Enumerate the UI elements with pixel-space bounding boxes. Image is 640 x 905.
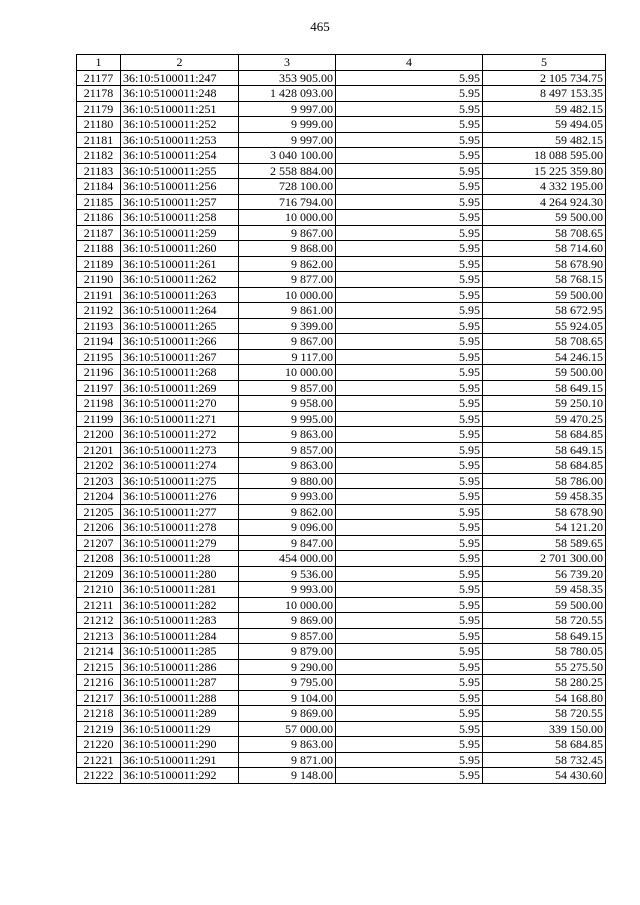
row-number-cell: 21210 <box>77 582 121 598</box>
row-number-cell: 21197 <box>77 380 121 396</box>
value-cell: 58 684.85 <box>483 427 606 443</box>
table-row <box>77 241 606 257</box>
rate-cell: 5.95 <box>336 380 483 396</box>
area-cell: 9 863.00 <box>239 458 336 474</box>
value-cell: 59 250.10 <box>483 396 606 412</box>
value-cell: 59 500.00 <box>483 365 606 381</box>
cadastral-number-cell: 36:10:5100011:291 <box>121 752 239 768</box>
row-number-cell: 21200 <box>77 427 121 443</box>
cadastral-number-cell: 36:10:5100011:28 <box>121 551 239 567</box>
area-cell: 9 862.00 <box>239 504 336 520</box>
value-cell: 339 150.00 <box>483 721 606 737</box>
rate-cell: 5.95 <box>336 690 483 706</box>
table-row <box>77 597 606 613</box>
rate-cell: 5.95 <box>336 489 483 505</box>
row-number-cell: 21199 <box>77 411 121 427</box>
row-number-cell: 21186 <box>77 210 121 226</box>
table-row <box>77 380 606 396</box>
table-row <box>77 70 606 86</box>
column-header-5: 5 <box>483 55 606 71</box>
column-header-4: 4 <box>336 55 483 71</box>
table-row <box>77 210 606 226</box>
area-cell: 716 794.00 <box>239 194 336 210</box>
rate-cell: 5.95 <box>336 303 483 319</box>
rate-cell: 5.95 <box>336 241 483 257</box>
row-number-cell: 21188 <box>77 241 121 257</box>
table-row <box>77 179 606 195</box>
table-row <box>77 442 606 458</box>
rate-cell: 5.95 <box>336 179 483 195</box>
value-cell: 56 739.20 <box>483 566 606 582</box>
rate-cell: 5.95 <box>336 566 483 582</box>
area-cell: 10 000.00 <box>239 210 336 226</box>
cadastral-number-cell: 36:10:5100011:263 <box>121 287 239 303</box>
value-cell: 58 672.95 <box>483 303 606 319</box>
row-number-cell: 21192 <box>77 303 121 319</box>
area-cell: 9 877.00 <box>239 272 336 288</box>
row-number-cell: 21177 <box>77 70 121 86</box>
value-cell: 58 280.25 <box>483 675 606 691</box>
row-number-cell: 21204 <box>77 489 121 505</box>
table-row <box>77 721 606 737</box>
table-row <box>77 613 606 629</box>
value-cell: 58 708.65 <box>483 225 606 241</box>
cadastral-number-cell: 36:10:5100011:252 <box>121 117 239 133</box>
cadastral-number-cell: 36:10:5100011:272 <box>121 427 239 443</box>
area-cell: 9 863.00 <box>239 737 336 753</box>
area-cell: 9 861.00 <box>239 303 336 319</box>
cadastral-number-cell: 36:10:5100011:266 <box>121 334 239 350</box>
cadastral-number-cell: 36:10:5100011:259 <box>121 225 239 241</box>
row-number-cell: 21190 <box>77 272 121 288</box>
rate-cell: 5.95 <box>336 458 483 474</box>
cadastral-number-cell: 36:10:5100011:285 <box>121 644 239 660</box>
value-cell: 59 500.00 <box>483 597 606 613</box>
value-cell: 58 780.05 <box>483 644 606 660</box>
row-number-cell: 21202 <box>77 458 121 474</box>
value-cell: 58 708.65 <box>483 334 606 350</box>
table-row <box>77 706 606 722</box>
cadastral-number-cell: 36:10:5100011:260 <box>121 241 239 257</box>
table-row <box>77 690 606 706</box>
row-number-cell: 21189 <box>77 256 121 272</box>
row-number-cell: 21220 <box>77 737 121 753</box>
table-row <box>77 659 606 675</box>
cadastral-number-cell: 36:10:5100011:288 <box>121 690 239 706</box>
rate-cell: 5.95 <box>336 101 483 117</box>
cadastral-number-cell: 36:10:5100011:248 <box>121 86 239 102</box>
cadastral-number-cell: 36:10:5100011:257 <box>121 194 239 210</box>
row-number-cell: 21185 <box>77 194 121 210</box>
table-body <box>77 70 606 783</box>
row-number-cell: 21179 <box>77 101 121 117</box>
table-row <box>77 768 606 784</box>
row-number-cell: 21216 <box>77 675 121 691</box>
table-row <box>77 303 606 319</box>
cadastral-number-cell: 36:10:5100011:283 <box>121 613 239 629</box>
area-cell: 9 857.00 <box>239 628 336 644</box>
cadastral-number-cell: 36:10:5100011:251 <box>121 101 239 117</box>
value-cell: 4 264 924.30 <box>483 194 606 210</box>
value-cell: 4 332 195.00 <box>483 179 606 195</box>
table-row <box>77 473 606 489</box>
table-row <box>77 427 606 443</box>
table-row <box>77 148 606 164</box>
table-row <box>77 365 606 381</box>
cadastral-number-cell: 36:10:5100011:255 <box>121 163 239 179</box>
value-cell: 2 105 734.75 <box>483 70 606 86</box>
rate-cell: 5.95 <box>336 659 483 675</box>
table-row <box>77 628 606 644</box>
area-cell: 9 862.00 <box>239 256 336 272</box>
area-cell: 9 999.00 <box>239 117 336 133</box>
row-number-cell: 21209 <box>77 566 121 582</box>
value-cell: 54 246.15 <box>483 349 606 365</box>
row-number-cell: 21208 <box>77 551 121 567</box>
rate-cell: 5.95 <box>336 411 483 427</box>
value-cell: 58 589.65 <box>483 535 606 551</box>
value-cell: 54 430.60 <box>483 768 606 784</box>
value-cell: 59 458.35 <box>483 489 606 505</box>
cadastral-number-cell: 36:10:5100011:289 <box>121 706 239 722</box>
rate-cell: 5.95 <box>336 210 483 226</box>
area-cell: 9 857.00 <box>239 380 336 396</box>
area-cell: 9 997.00 <box>239 132 336 148</box>
area-cell: 9 867.00 <box>239 225 336 241</box>
area-cell: 9 993.00 <box>239 489 336 505</box>
cadastral-number-cell: 36:10:5100011:290 <box>121 737 239 753</box>
table-row <box>77 675 606 691</box>
table-row <box>77 551 606 567</box>
rate-cell: 5.95 <box>336 365 483 381</box>
area-cell: 353 905.00 <box>239 70 336 86</box>
area-cell: 9 290.00 <box>239 659 336 675</box>
table-row <box>77 411 606 427</box>
table-row <box>77 504 606 520</box>
rate-cell: 5.95 <box>336 721 483 737</box>
cadastral-number-cell: 36:10:5100011:269 <box>121 380 239 396</box>
area-cell: 9 995.00 <box>239 411 336 427</box>
rate-cell: 5.95 <box>336 86 483 102</box>
cadastral-number-cell: 36:10:5100011:287 <box>121 675 239 691</box>
table-row <box>77 225 606 241</box>
value-cell: 2 701 300.00 <box>483 551 606 567</box>
table-header-row <box>77 55 606 71</box>
value-cell: 58 684.85 <box>483 458 606 474</box>
table-row <box>77 101 606 117</box>
row-number-cell: 21207 <box>77 535 121 551</box>
table-row <box>77 520 606 536</box>
row-number-cell: 21213 <box>77 628 121 644</box>
rate-cell: 5.95 <box>336 768 483 784</box>
table-row <box>77 163 606 179</box>
row-number-cell: 21221 <box>77 752 121 768</box>
cadastral-number-cell: 36:10:5100011:256 <box>121 179 239 195</box>
table-row <box>77 86 606 102</box>
area-cell: 9 857.00 <box>239 442 336 458</box>
cadastral-number-cell: 36:10:5100011:276 <box>121 489 239 505</box>
area-cell: 9 879.00 <box>239 644 336 660</box>
cadastral-number-cell: 36:10:5100011:264 <box>121 303 239 319</box>
rate-cell: 5.95 <box>336 427 483 443</box>
table-row <box>77 566 606 582</box>
area-cell: 9 880.00 <box>239 473 336 489</box>
rate-cell: 5.95 <box>336 117 483 133</box>
row-number-cell: 21183 <box>77 163 121 179</box>
column-header-2: 2 <box>121 55 239 71</box>
rate-cell: 5.95 <box>336 272 483 288</box>
area-cell: 9 997.00 <box>239 101 336 117</box>
rate-cell: 5.95 <box>336 504 483 520</box>
cadastral-number-cell: 36:10:5100011:262 <box>121 272 239 288</box>
table-row <box>77 644 606 660</box>
value-cell: 58 732.45 <box>483 752 606 768</box>
value-cell: 58 720.55 <box>483 706 606 722</box>
value-cell: 54 121.20 <box>483 520 606 536</box>
cadastral-number-cell: 36:10:5100011:281 <box>121 582 239 598</box>
rate-cell: 5.95 <box>336 520 483 536</box>
table-row <box>77 349 606 365</box>
area-cell: 9 536.00 <box>239 566 336 582</box>
area-cell: 9 869.00 <box>239 613 336 629</box>
area-cell: 9 795.00 <box>239 675 336 691</box>
cadastral-number-cell: 36:10:5100011:271 <box>121 411 239 427</box>
value-cell: 58 649.15 <box>483 628 606 644</box>
area-cell: 9 847.00 <box>239 535 336 551</box>
row-number-cell: 21203 <box>77 473 121 489</box>
cadastral-number-cell: 36:10:5100011:286 <box>121 659 239 675</box>
table-row <box>77 752 606 768</box>
area-cell: 9 863.00 <box>239 427 336 443</box>
cadastral-number-cell: 36:10:5100011:292 <box>121 768 239 784</box>
area-cell: 9 399.00 <box>239 318 336 334</box>
cadastral-number-cell: 36:10:5100011:274 <box>121 458 239 474</box>
row-number-cell: 21184 <box>77 179 121 195</box>
cadastral-number-cell: 36:10:5100011:261 <box>121 256 239 272</box>
row-number-cell: 21222 <box>77 768 121 784</box>
area-cell: 9 868.00 <box>239 241 336 257</box>
area-cell: 10 000.00 <box>239 597 336 613</box>
row-number-cell: 21218 <box>77 706 121 722</box>
table-row <box>77 582 606 598</box>
value-cell: 54 168.80 <box>483 690 606 706</box>
area-cell: 9 958.00 <box>239 396 336 412</box>
rate-cell: 5.95 <box>336 551 483 567</box>
value-cell: 55 275.50 <box>483 659 606 675</box>
row-number-cell: 21198 <box>77 396 121 412</box>
rate-cell: 5.95 <box>336 597 483 613</box>
rate-cell: 5.95 <box>336 442 483 458</box>
rate-cell: 5.95 <box>336 737 483 753</box>
rate-cell: 5.95 <box>336 535 483 551</box>
table-row <box>77 117 606 133</box>
rate-cell: 5.95 <box>336 148 483 164</box>
value-cell: 58 786.00 <box>483 473 606 489</box>
value-cell: 59 458.35 <box>483 582 606 598</box>
cadastral-number-cell: 36:10:5100011:277 <box>121 504 239 520</box>
row-number-cell: 21217 <box>77 690 121 706</box>
value-cell: 58 678.90 <box>483 256 606 272</box>
cadastral-number-cell: 36:10:5100011:268 <box>121 365 239 381</box>
cadastral-number-cell: 36:10:5100011:254 <box>121 148 239 164</box>
row-number-cell: 21206 <box>77 520 121 536</box>
row-number-cell: 21178 <box>77 86 121 102</box>
area-cell: 9 993.00 <box>239 582 336 598</box>
data-table <box>76 54 606 784</box>
rate-cell: 5.95 <box>336 349 483 365</box>
rate-cell: 5.95 <box>336 473 483 489</box>
area-cell: 9 871.00 <box>239 752 336 768</box>
area-cell: 9 869.00 <box>239 706 336 722</box>
area-cell: 2 558 884.00 <box>239 163 336 179</box>
value-cell: 58 684.85 <box>483 737 606 753</box>
row-number-cell: 21214 <box>77 644 121 660</box>
table-row <box>77 318 606 334</box>
value-cell: 58 714.60 <box>483 241 606 257</box>
rate-cell: 5.95 <box>336 644 483 660</box>
value-cell: 59 482.15 <box>483 132 606 148</box>
value-cell: 58 720.55 <box>483 613 606 629</box>
rate-cell: 5.95 <box>336 613 483 629</box>
rate-cell: 5.95 <box>336 287 483 303</box>
table-row <box>77 737 606 753</box>
table-row <box>77 458 606 474</box>
page-number: 465 <box>310 19 330 34</box>
row-number-cell: 21180 <box>77 117 121 133</box>
rate-cell: 5.95 <box>336 225 483 241</box>
rate-cell: 5.95 <box>336 70 483 86</box>
value-cell: 59 500.00 <box>483 287 606 303</box>
area-cell: 454 000.00 <box>239 551 336 567</box>
rate-cell: 5.95 <box>336 396 483 412</box>
area-cell: 728 100.00 <box>239 179 336 195</box>
rate-cell: 5.95 <box>336 706 483 722</box>
column-header-3: 3 <box>239 55 336 71</box>
column-header-1: 1 <box>77 55 121 71</box>
rate-cell: 5.95 <box>336 318 483 334</box>
row-number-cell: 21212 <box>77 613 121 629</box>
value-cell: 58 678.90 <box>483 504 606 520</box>
table-row <box>77 272 606 288</box>
table-row <box>77 535 606 551</box>
table-row <box>77 489 606 505</box>
rate-cell: 5.95 <box>336 256 483 272</box>
cadastral-number-cell: 36:10:5100011:267 <box>121 349 239 365</box>
value-cell: 15 225 359.80 <box>483 163 606 179</box>
cadastral-number-cell: 36:10:5100011:258 <box>121 210 239 226</box>
row-number-cell: 21219 <box>77 721 121 737</box>
cadastral-number-cell: 36:10:5100011:253 <box>121 132 239 148</box>
row-number-cell: 21201 <box>77 442 121 458</box>
rate-cell: 5.95 <box>336 194 483 210</box>
table-row <box>77 287 606 303</box>
row-number-cell: 21193 <box>77 318 121 334</box>
area-cell: 10 000.00 <box>239 365 336 381</box>
area-cell: 9 104.00 <box>239 690 336 706</box>
value-cell: 59 482.15 <box>483 101 606 117</box>
cadastral-number-cell: 36:10:5100011:273 <box>121 442 239 458</box>
value-cell: 55 924.05 <box>483 318 606 334</box>
cadastral-number-cell: 36:10:5100011:284 <box>121 628 239 644</box>
value-cell: 8 497 153.35 <box>483 86 606 102</box>
cadastral-number-cell: 36:10:5100011:247 <box>121 70 239 86</box>
cadastral-number-cell: 36:10:5100011:270 <box>121 396 239 412</box>
table-row <box>77 334 606 350</box>
area-cell: 9 148.00 <box>239 768 336 784</box>
area-cell: 9 096.00 <box>239 520 336 536</box>
row-number-cell: 21195 <box>77 349 121 365</box>
cadastral-number-cell: 36:10:5100011:280 <box>121 566 239 582</box>
table-row <box>77 256 606 272</box>
value-cell: 58 649.15 <box>483 442 606 458</box>
row-number-cell: 21215 <box>77 659 121 675</box>
table-row <box>77 132 606 148</box>
cadastral-number-cell: 36:10:5100011:265 <box>121 318 239 334</box>
row-number-cell: 21187 <box>77 225 121 241</box>
value-cell: 58 768.15 <box>483 272 606 288</box>
row-number-cell: 21181 <box>77 132 121 148</box>
cadastral-number-cell: 36:10:5100011:282 <box>121 597 239 613</box>
rate-cell: 5.95 <box>336 675 483 691</box>
cadastral-number-cell: 36:10:5100011:275 <box>121 473 239 489</box>
row-number-cell: 21182 <box>77 148 121 164</box>
row-number-cell: 21194 <box>77 334 121 350</box>
rate-cell: 5.95 <box>336 163 483 179</box>
rate-cell: 5.95 <box>336 132 483 148</box>
cadastral-number-cell: 36:10:5100011:278 <box>121 520 239 536</box>
area-cell: 9 867.00 <box>239 334 336 350</box>
area-cell: 10 000.00 <box>239 287 336 303</box>
row-number-cell: 21191 <box>77 287 121 303</box>
row-number-cell: 21211 <box>77 597 121 613</box>
area-cell: 57 000.00 <box>239 721 336 737</box>
cadastral-number-cell: 36:10:5100011:279 <box>121 535 239 551</box>
value-cell: 58 649.15 <box>483 380 606 396</box>
rate-cell: 5.95 <box>336 628 483 644</box>
table-row <box>77 194 606 210</box>
row-number-cell: 21196 <box>77 365 121 381</box>
area-cell: 3 040 100.00 <box>239 148 336 164</box>
rate-cell: 5.95 <box>336 334 483 350</box>
value-cell: 18 088 595.00 <box>483 148 606 164</box>
value-cell: 59 494.05 <box>483 117 606 133</box>
value-cell: 59 470.25 <box>483 411 606 427</box>
area-cell: 1 428 093.00 <box>239 86 336 102</box>
area-cell: 9 117.00 <box>239 349 336 365</box>
rate-cell: 5.95 <box>336 582 483 598</box>
table-row <box>77 396 606 412</box>
row-number-cell: 21205 <box>77 504 121 520</box>
value-cell: 59 500.00 <box>483 210 606 226</box>
cadastral-number-cell: 36:10:5100011:29 <box>121 721 239 737</box>
rate-cell: 5.95 <box>336 752 483 768</box>
